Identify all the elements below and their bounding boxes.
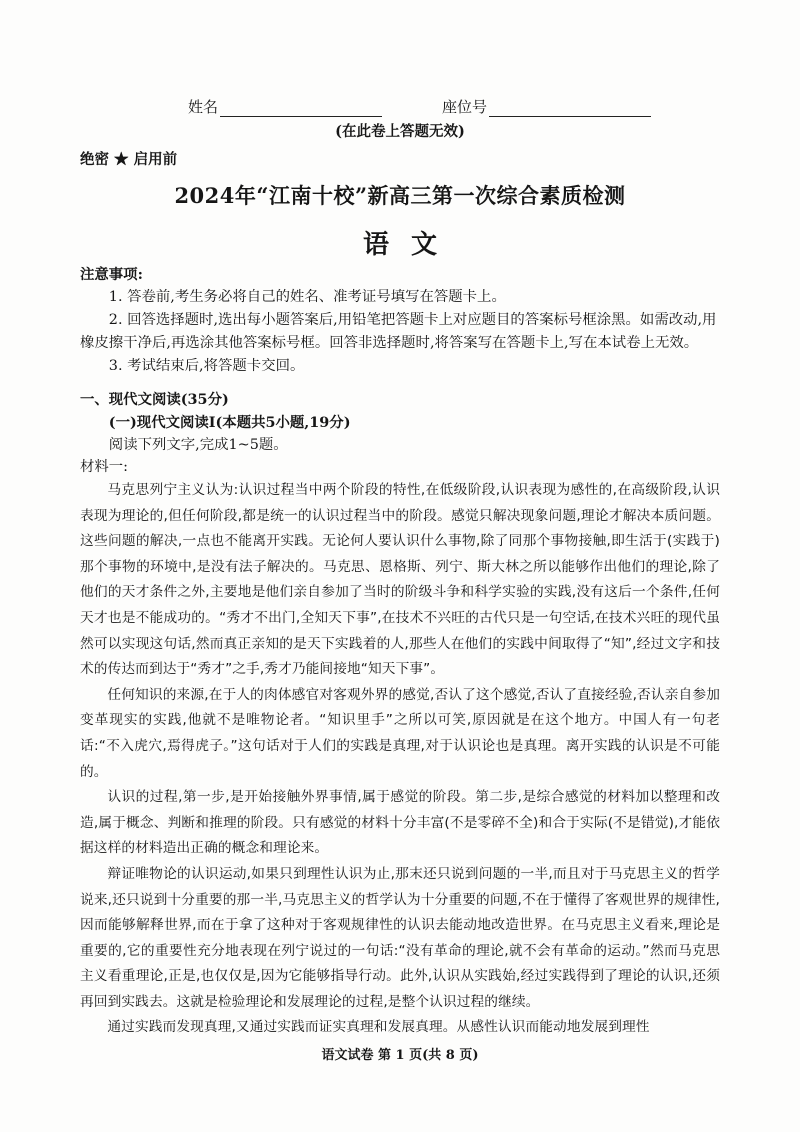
subsection-heading: (一)现代文阅读Ⅰ(本题共5小题,19分) bbox=[108, 414, 351, 431]
confidential-mark: 绝密 ★ 启用前 bbox=[80, 151, 178, 168]
note-item: 2. 回答选择题时,选出每小题答案后,用铅笔把答题卡上对应题目的答案标号框涂黑。如需改动,用橡皮擦干净后,再选涂其他答案标号框。回答非选择题时,将答案写在答题卡上,写在本试卷上无效。 bbox=[80, 312, 717, 351]
invalid-answer-notice: (在此卷上答题无效) bbox=[335, 123, 465, 140]
material-label: 材料一: bbox=[80, 459, 129, 475]
subject-title: 语文 bbox=[362, 230, 459, 260]
passage-paragraph: 辩证唯物论的认识运动,如果只到理性认识为止,那末还只说到问题的一半,而且对于马克思主义的哲学说来,还只说到十分重要的那一半,马克思主义的哲学认为十分重要的问题,不在于懂得了客观世界的规律性,因而能够解释世界,而在于拿了这种对于客观规律性的认识去能动地改造世界。在马克思主义看来,理论是重要的,它的重要性充分地表现在列宁说过的一句话:“没有革命的理论,就不会有革命的运动。”然而马克思主义看重理论,正是,也仅仅是,因为它能够指导行动。此外,认识从实践始,经过实践得到了理论的认识,还须再回到实践去。这就是检验理论和发展理论的过程,是整个认识过程的继续。 bbox=[80, 865, 720, 1010]
passage-paragraph: 认识的过程,第一步,是开始接触外界事情,属于感觉的阶段。第二步,是综合感觉的材料加以整理和改造,属于概念、判断和推理的阶段。只有感觉的材料十分丰富(不是零碎不全)和合于实际(不是错觉),才能依据这样的材料造出正确的概念和理论来。 bbox=[80, 789, 720, 857]
name-label: 姓名 bbox=[188, 98, 219, 116]
name-blank[interactable] bbox=[220, 100, 382, 117]
seat-blank[interactable] bbox=[489, 100, 651, 117]
passage-paragraph: 马克思列宁主义认为:认识过程当中两个阶段的特性,在低级阶段,认识表现为感性的,在高级阶段,认识表现为理论的,但任何阶段,都是统一的认识过程当中的阶段。感觉只解决现象问题,理论才解决本质问题。这些问题的解决,一点也不能离开实践。无论何人要认识什么事物,除了同那个事物接触,即生活于(实践于)那个事物的环境中,是没有法子解决的。马克思、恩格斯、列宁、斯大林之所以能够作出他们的理论,除了他们的天才条件之外,主要地是他们亲自参加了当时的阶级斗争和科学实验的实践,没有这后一个条件,任何天才也是不能成功的。“秀才不出门,全知天下事”,在技术不兴旺的古代只是一句空话,在技术兴旺的现代虽然可以实现这句话,然而真正亲知的是天下实践着的人,那些人在他们的实践中间取得了“知”,经过文字和技术的传达而到达于“秀才”之手,秀才乃能间接地“知天下事”。 bbox=[80, 482, 720, 678]
main-content bbox=[80, 264, 720, 1041]
note-item: 1. 答卷前,考生务必将自己的姓名、准考证号填写在答题卡上。 bbox=[108, 289, 506, 305]
passage-paragraph: 通过实践而发现真理,又通过实践而证实真理和发展真理。从感性认识而能动地发展到理性 bbox=[107, 1019, 650, 1036]
exam-title: 2024年“江南十校”新高三第一次综合素质检测 bbox=[174, 183, 626, 208]
note-item: 3. 考试结束后,将答题卡交回。 bbox=[108, 358, 305, 374]
seat-label: 座位号 bbox=[442, 98, 488, 116]
notes-heading: 注意事项: bbox=[80, 266, 143, 283]
reading-instruction: 阅读下列文字,完成1~5题。 bbox=[108, 437, 288, 453]
candidate-info bbox=[188, 96, 668, 117]
seat-field[interactable] bbox=[442, 96, 651, 117]
name-field[interactable] bbox=[188, 96, 382, 117]
page-footer: 语文试卷 第 1 页(共 8 页) bbox=[321, 1048, 479, 1063]
passage-paragraph: 任何知识的来源,在于人的肉体感官对客观外界的感觉,否认了这个感觉,否认了直接经验,否认亲自参加变革现实的实践,他就不是唯物论者。“知识里手”之所以可笑,原因就是在这个地方。中国人有一句老话:“不入虎穴,焉得虎子。”这句话对于人们的实践是真理,对于认识论也是真理。离开实践的认识是不可能的。 bbox=[80, 686, 720, 780]
section-heading: 一、现代文阅读(35分) bbox=[80, 391, 229, 408]
